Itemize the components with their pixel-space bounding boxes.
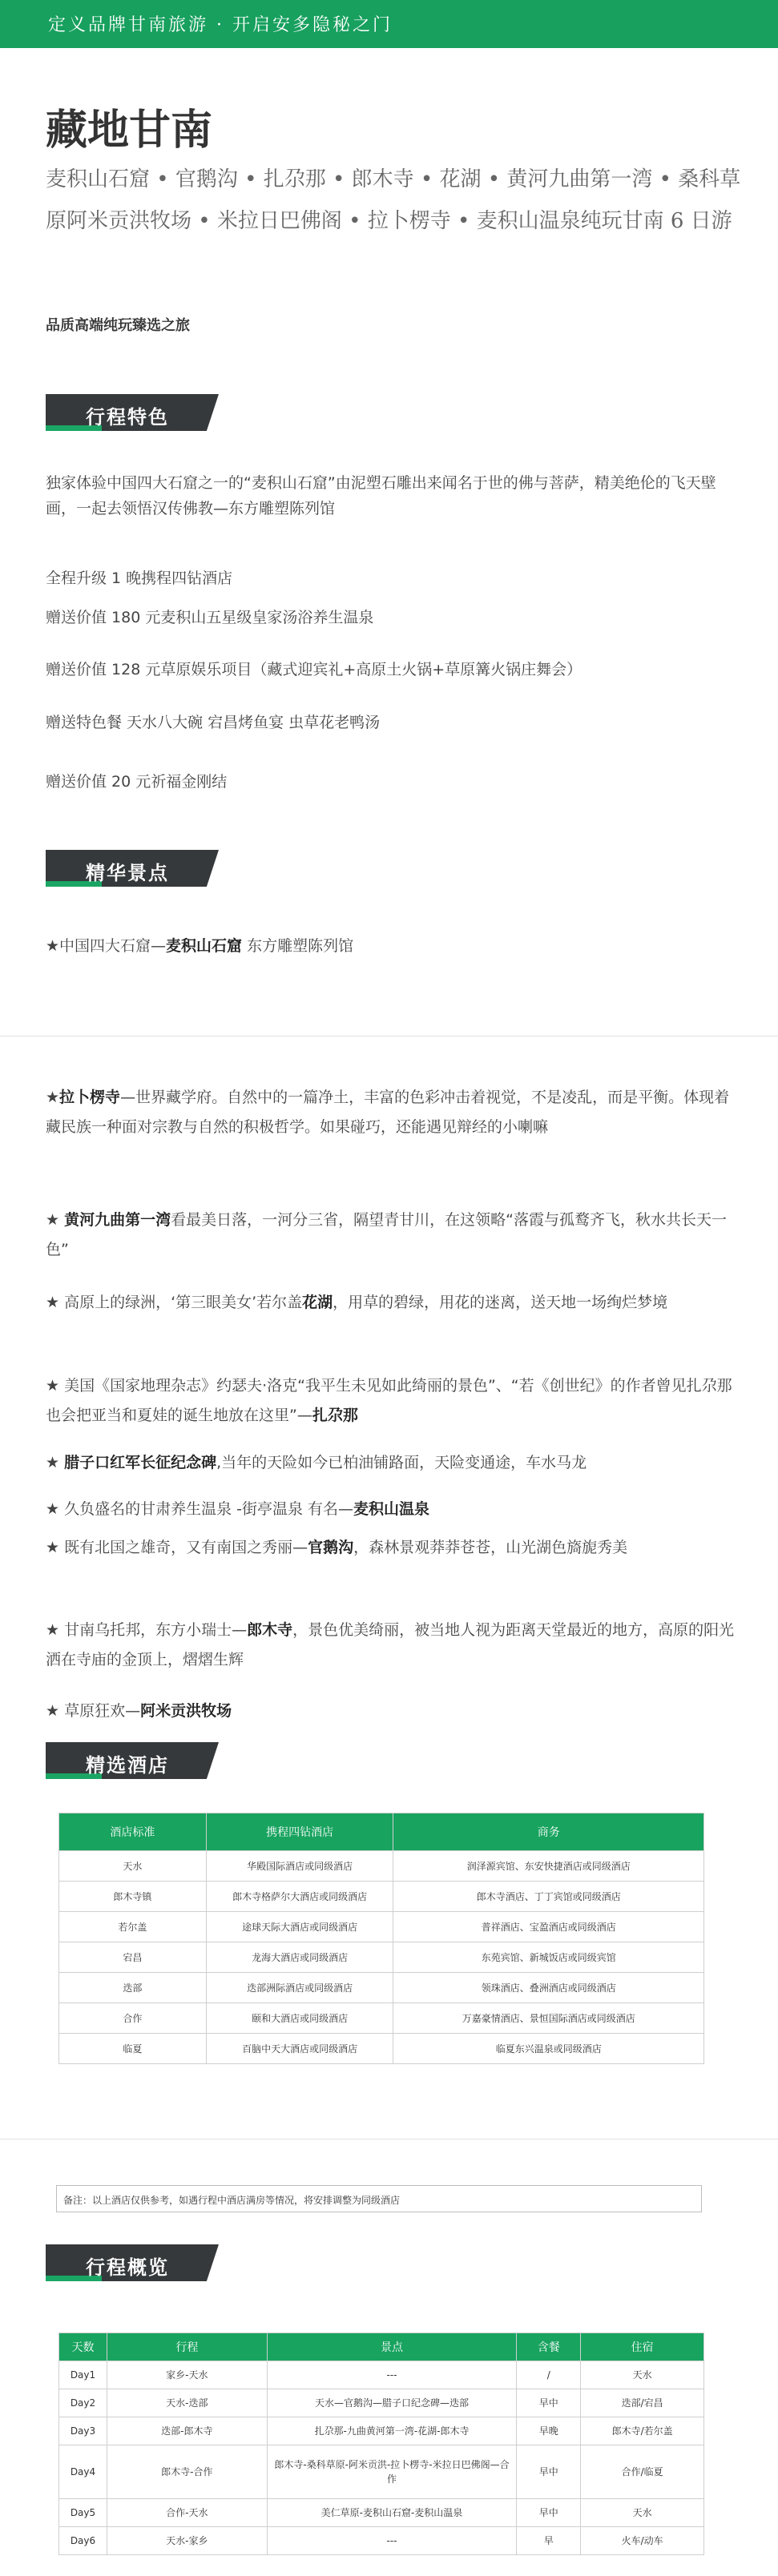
table-cell: ---	[267, 2527, 517, 2555]
table-cell: 早	[517, 2527, 581, 2555]
page-title: 藏地甘南	[46, 107, 213, 155]
table-row	[59, 2499, 704, 2527]
table-cell: 天水—官鹅沟—腊子口纪念碑—迭部	[267, 2389, 517, 2417]
highlight-item: ★ 高原上的绿洲，‘第三眼美女’若尔盖花湖，用草的碧绿，用花的迷离，送天地一场绚烂梦境	[46, 1294, 668, 1311]
section-highlights-label: 精华景点	[86, 862, 169, 884]
table-cell: Day5	[59, 2499, 107, 2527]
table-cell: 火车/动车	[581, 2527, 704, 2555]
table-cell: 美仁草原-麦积山石窟-麦积山温泉	[267, 2499, 517, 2527]
table-cell: 迭部	[59, 1973, 207, 2003]
table-header-cell: 含餐	[517, 2333, 581, 2361]
top-banner	[0, 0, 778, 48]
table-row	[59, 2527, 704, 2555]
table-cell: 迭部/宕昌	[581, 2389, 704, 2417]
table-cell: 天水-迭部	[107, 2389, 267, 2417]
table-cell: 华殿国际酒店或同级酒店	[206, 1851, 393, 1882]
highlight-item: ★ 既有北国之雄奇，又有南国之秀丽—官鹅沟，森林景观莽莽苍苍，山光湖色旖旎秀美	[46, 1539, 628, 1556]
table-cell: 早中	[517, 2445, 581, 2499]
table-header-cell: 天数	[59, 2333, 107, 2361]
table-cell: 扎尕那-九曲黄河第一湾-花湖-郎木寺	[267, 2417, 517, 2445]
table-cell: 合作	[59, 2003, 207, 2034]
section-features-header	[46, 394, 219, 431]
table-cell: 万嘉豪情酒店、景恒国际酒店或同级酒店	[393, 2003, 704, 2034]
highlight-item: ★ 美国《国家地理杂志》约瑟夫·洛克“我平生未见如此绮丽的景色”、“若《创世纪》的作者曾见扎尕那也会把亚当和夏娃的诞生地放在这里”—扎尕那	[46, 1377, 732, 1424]
table-row	[59, 2361, 704, 2389]
section-overview-header	[46, 2244, 219, 2281]
table-row	[59, 2389, 704, 2417]
highlight-item: ★ 腊子口红军长征纪念碑,当年的天险如今已柏油铺路面，天险变通途，车水马龙	[46, 1454, 587, 1471]
table-cell: Day1	[59, 2361, 107, 2389]
table-row	[59, 1851, 704, 1882]
highlight-item: ★ 草原狂欢—阿米贡洪牧场	[46, 1702, 232, 1720]
section-features-label: 行程特色	[86, 406, 169, 429]
table-cell: 普祥酒店、宝盈酒店或同级酒店	[393, 1912, 704, 1942]
table-header-cell: 景点	[267, 2333, 517, 2361]
table-cell: 龙海大酒店或同级酒店	[206, 1942, 393, 1973]
table-cell: 郎木寺格萨尔大酒店或同级酒店	[206, 1882, 393, 1912]
table-cell: 东苑宾馆、新城饭店或同级宾馆	[393, 1942, 704, 1973]
table-cell: Day6	[59, 2527, 107, 2555]
table-cell: Day3	[59, 2417, 107, 2445]
highlight-item: ★ 久负盛名的甘肃养生温泉 -街亭温泉 有名—麦积山温泉	[46, 1500, 430, 1518]
feature-item: 独家体验中国四大石窟之一的“麦积山石窟”由泥塑石雕出来闻名于世的佛与菩萨，精美绝伦的飞天壁画，一起去领悟汉传佛教—东方雕塑陈列馆	[46, 474, 716, 517]
table-cell: 临夏	[59, 2034, 207, 2064]
table-cell: 合作-天水	[107, 2499, 267, 2527]
table-cell: 临夏东兴温泉或同级酒店	[393, 2034, 704, 2064]
table-cell: ---	[267, 2361, 517, 2389]
itinerary-table	[58, 2332, 704, 2555]
table-cell: 润泽源宾馆、东安快捷酒店或同级酒店	[393, 1851, 704, 1882]
table-cell: 早中	[517, 2499, 581, 2527]
table-cell: 早中	[517, 2389, 581, 2417]
table-cell: Day2	[59, 2389, 107, 2417]
table-cell: 途球天际大酒店或同级酒店	[206, 1912, 393, 1942]
table-row	[59, 1973, 704, 2003]
feature-item: 赠送价值 180 元麦积山五星级皇家汤浴养生温泉	[46, 609, 374, 626]
table-row	[59, 1882, 704, 1912]
table-cell: 百脑中天大酒店或同级酒店	[206, 2034, 393, 2064]
table-header-cell: 住宿	[581, 2333, 704, 2361]
highlight-item: ★ 黄河九曲第一湾看最美日落，一河分三省，隔望青甘川，在这领略“落霞与孤鹜齐飞，秋水共长天一色”	[46, 1211, 727, 1258]
table-cell: 领珠酒店、叠洲酒店或同级酒店	[393, 1973, 704, 2003]
hotel-note: 备注：以上酒店仅供参考，如遇行程中酒店满房等情况，将安排调整为同级酒店	[56, 2185, 702, 2212]
table-header-cell: 行程	[107, 2333, 267, 2361]
table-cell: 合作/临夏	[581, 2445, 704, 2499]
table-cell: 郎木寺酒店、丁丁宾馆或同级酒店	[393, 1882, 704, 1912]
section-overview-label: 行程概览	[86, 2256, 169, 2279]
highlight-intro: ★中国四大石窟—麦积山石窟 东方雕塑陈列馆	[46, 937, 354, 955]
section-highlights-header	[46, 850, 219, 887]
table-cell: 郎木寺-合作	[107, 2445, 267, 2499]
table-cell: 天水-家乡	[107, 2527, 267, 2555]
highlight-item: ★拉卜楞寺—世界藏学府。自然中的一篇净土，丰富的色彩冲击着视觉，不是凌乱，而是平衡。体现着藏民族一种面对宗教与自然的积极哲学。如果碰巧，还能遇见辩经的小喇嘛	[46, 1089, 730, 1136]
table-header-cell: 携程四钻酒店	[206, 1813, 393, 1851]
table-cell: 天水	[59, 1851, 207, 1882]
table-header-cell: 商务	[393, 1813, 704, 1851]
table-cell: 郎木寺镇	[59, 1882, 207, 1912]
feature-item: 赠送特色餐 天水八大碗 宕昌烤鱼宴 虫草花老鸭汤	[46, 714, 381, 731]
table-cell: 宕昌	[59, 1942, 207, 1973]
table-cell: 迭部-郎木寺	[107, 2417, 267, 2445]
hotel-table	[58, 1813, 704, 2064]
section-hotels-header	[46, 1742, 219, 1779]
table-row	[59, 2417, 704, 2445]
table-cell: 天水	[581, 2361, 704, 2389]
table-cell: 郎木寺-桑科草原-阿米贡洪-拉卜楞寺-米拉日巴佛阁—合作	[267, 2445, 517, 2499]
tour-subtitle: 麦积山石窟 • 官鹅沟 • 扎尕那 • 郎木寺 • 花湖 • 黄河九曲第一湾 • 桑科草原阿米贡洪牧场 • 米拉日巴佛阁 • 拉卜楞寺 • 麦积山温泉纯玩甘南 6 日游	[46, 167, 741, 233]
table-cell: 早晚	[517, 2417, 581, 2445]
table-row	[59, 2445, 704, 2499]
table-cell: 家乡-天水	[107, 2361, 267, 2389]
table-row	[59, 2003, 704, 2034]
table-row	[59, 1942, 704, 1973]
table-cell: 颐和大酒店或同级酒店	[206, 2003, 393, 2034]
table-cell: 迭部洲际酒店或同级酒店	[206, 1973, 393, 2003]
feature-item: 赠送价值 20 元祈福金刚结	[46, 773, 228, 791]
table-header-row	[59, 1813, 704, 1851]
feature-item: 赠送价值 128 元草原娱乐项目（藏式迎宾礼+高原土火锅+草原篝火锅庄舞会）	[46, 661, 582, 678]
tour-tagline: 品质高端纯玩臻选之旅	[46, 317, 190, 334]
table-cell: /	[517, 2361, 581, 2389]
table-cell: 若尔盖	[59, 1912, 207, 1942]
feature-item: 全程升级 1 晚携程四钻酒店	[46, 570, 233, 587]
table-row	[59, 2034, 704, 2064]
table-cell: Day4	[59, 2445, 107, 2499]
table-row	[59, 1912, 704, 1942]
table-cell: 郎木寺/若尔盖	[581, 2417, 704, 2445]
table-header-row	[59, 2333, 704, 2361]
table-cell: 天水	[581, 2499, 704, 2527]
section-hotels-label: 精选酒店	[86, 1754, 169, 1777]
highlight-item: ★ 甘南乌托邦，东方小瑞士—郎木寺，景色优美绮丽，被当地人视为距离天堂最近的地方，高原的阳光洒在寺庙的金顶上，熠熠生辉	[46, 1621, 735, 1668]
banner-slogan: 定义品牌甘南旅游 · 开启安多隐秘之门	[48, 15, 393, 35]
table-header-cell: 酒店标准	[59, 1813, 207, 1851]
